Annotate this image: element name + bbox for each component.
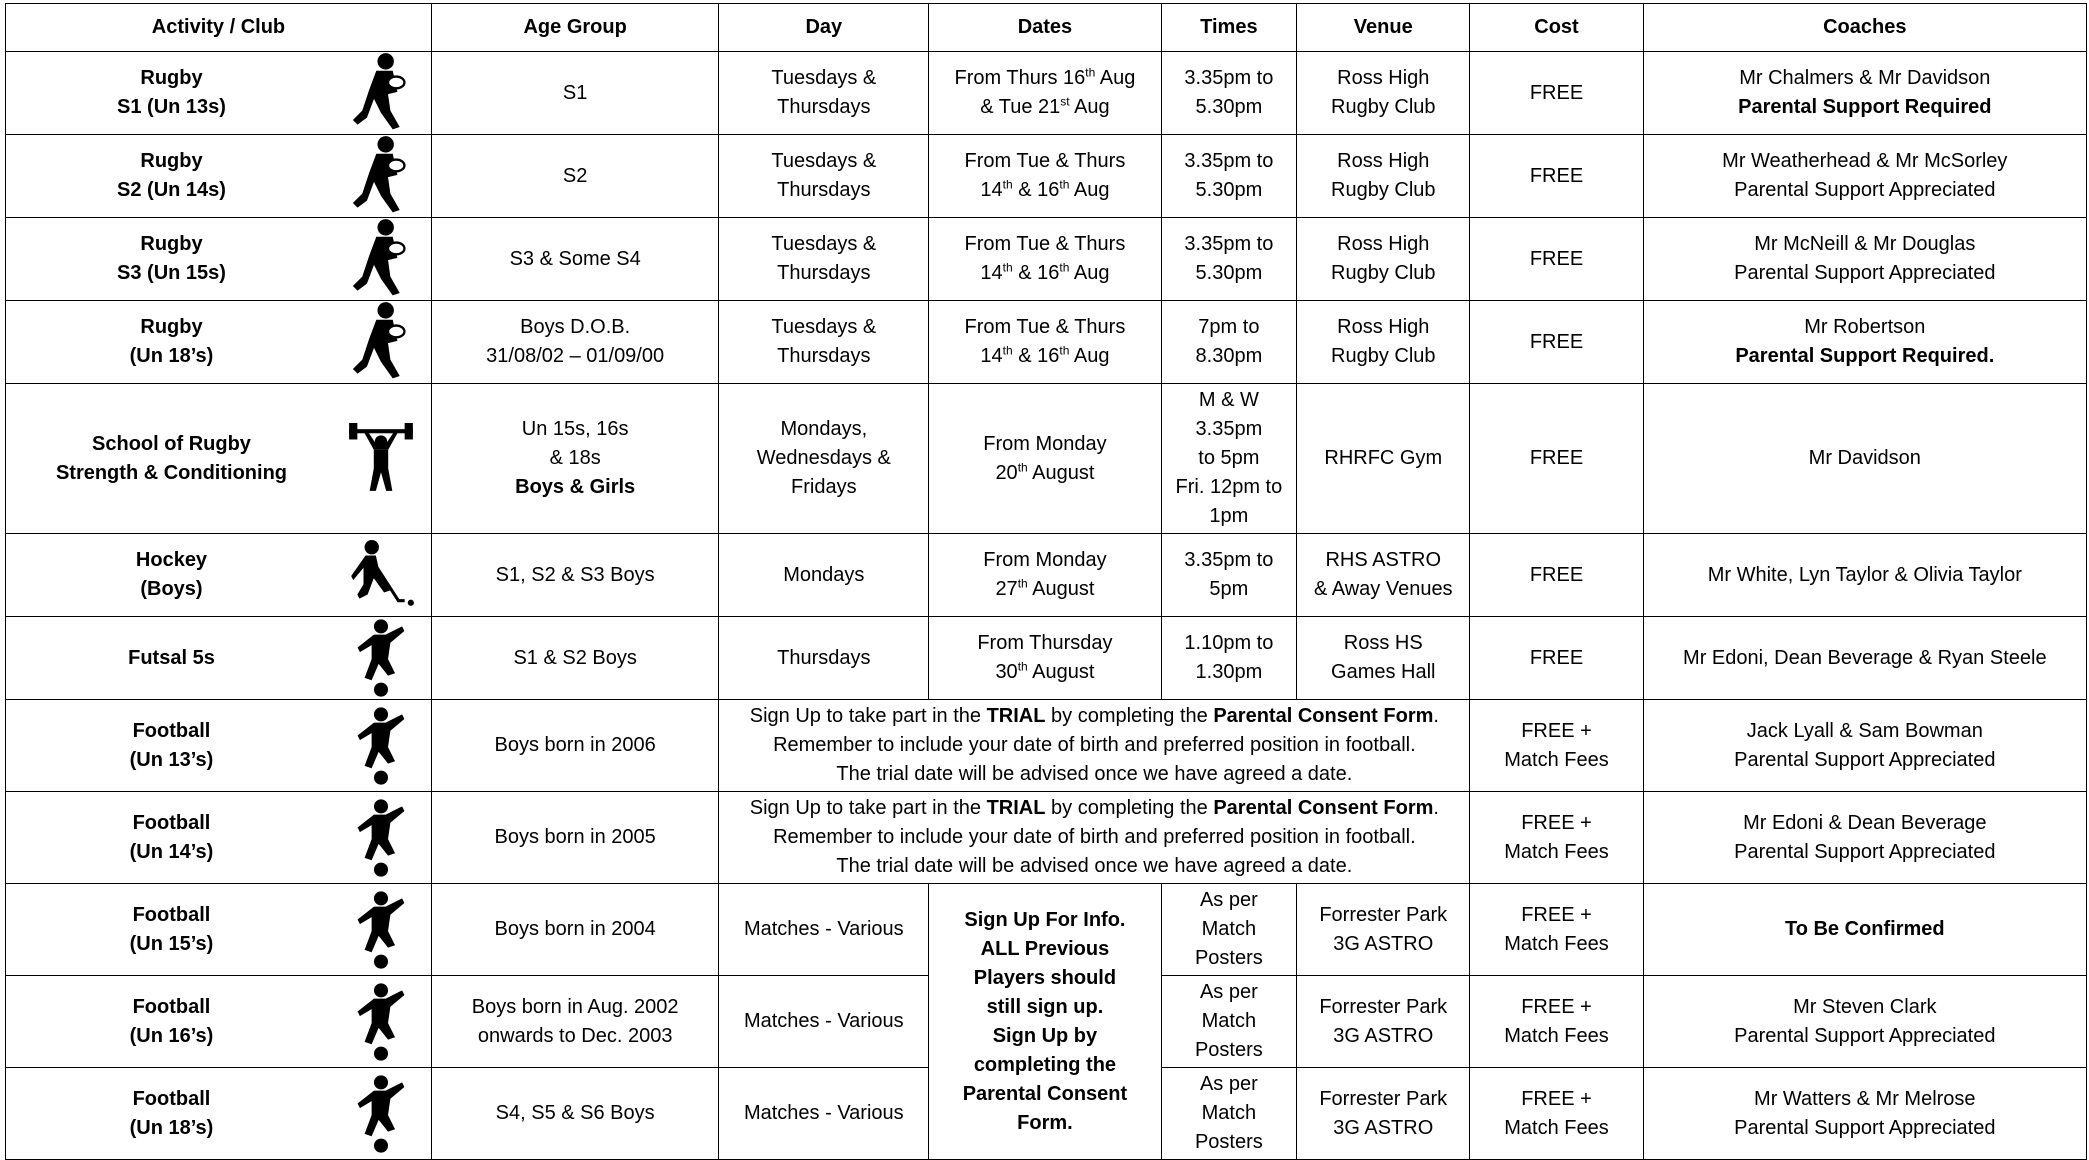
age-group-cell (431, 534, 718, 617)
age-group-cell-line: S3 & Some S4 (509, 247, 641, 270)
header-row (6, 4, 2087, 52)
dates-line: 14th & 16th Aug (980, 260, 1110, 284)
trial-info-cell (719, 700, 1470, 792)
signup-info-line: still sign up. (986, 995, 1104, 1018)
coaches-cell-line: Parental Support Appreciated (1734, 179, 1996, 201)
signup-info-line: completing the (973, 1053, 1117, 1076)
venue-cell-line: Forrester Park (1319, 903, 1448, 926)
times-cell-line: 7pm to (1198, 316, 1260, 338)
trial-info-line: The trial date will be advised once we have agreed a date. (836, 763, 1353, 785)
activity-name (6, 809, 331, 867)
activity-name-line: S3 (Un 15s) (117, 262, 226, 284)
table-row (6, 700, 2087, 792)
activity-cell (6, 301, 432, 384)
trial-info-line: Remember to include your date of birth and preferred position in football. (773, 826, 1416, 848)
age-group-cell-line: Boys born in 2004 (494, 918, 656, 940)
signup-info-line: Players should (973, 966, 1117, 989)
age-group-cell (431, 700, 718, 792)
activity-name-line: Futsal 5s (128, 646, 215, 669)
times-cell-line: Match Posters (1194, 918, 1263, 969)
activity-name-line: S1 (Un 13s) (117, 96, 226, 118)
age-group-cell-line: 31/08/02 – 01/09/00 (486, 345, 665, 367)
age-group-cell (431, 617, 718, 700)
cost-cell-line: FREE + (1521, 995, 1592, 1018)
activities-table (5, 3, 2087, 1160)
age-group-cell-line: S1 (562, 81, 588, 104)
age-group-cell (431, 1068, 718, 1160)
dates-cell (929, 534, 1161, 617)
coaches-cell-line: Mr Chalmers & Mr Davidson (1739, 67, 1991, 89)
day-cell (719, 976, 929, 1068)
activity-name-line: (Un 14’s) (129, 840, 214, 863)
day-cell (719, 384, 929, 534)
cost-cell (1470, 384, 1643, 534)
cost-cell (1470, 135, 1643, 218)
table-row (6, 792, 2087, 884)
dates-line: 30th August (995, 659, 1095, 683)
activity-name-line: (Un 16’s) (129, 1024, 214, 1047)
times-cell-line: As per (1199, 981, 1258, 1003)
cost-cell (1470, 1068, 1643, 1160)
venue-cell (1297, 617, 1470, 700)
times-cell-line: 5.30pm (1195, 179, 1263, 201)
venue-cell (1297, 884, 1470, 976)
dates-cell (929, 52, 1161, 135)
times-cell-line: 5.30pm (1195, 262, 1263, 284)
activity-name-line: Rugby (140, 150, 203, 172)
header-cost: Cost (1470, 4, 1643, 52)
activity-name (6, 430, 331, 488)
coaches-cell (1643, 218, 2086, 301)
age-group-cell-line: S4, S5 & S6 Boys (495, 1102, 655, 1124)
cost-cell (1470, 884, 1643, 976)
activity-name-line: Football (132, 811, 211, 834)
dates-line: 20th August (995, 459, 1095, 484)
coaches-cell-line: Parental Support Appreciated (1734, 840, 1996, 863)
table-row (6, 218, 2087, 301)
trial-info-line: The trial date will be advised once we have agreed a date. (836, 855, 1353, 877)
activity-name-line: Football (132, 903, 211, 926)
day-cell-line: Thursdays (777, 262, 871, 284)
activity-name-line: Hockey (135, 549, 208, 571)
age-group-cell (431, 884, 718, 976)
coaches-cell-line: Mr Edoni & Dean Beverage (1743, 811, 1987, 834)
cost-cell (1470, 700, 1643, 792)
day-cell-line: Matches - Various (743, 918, 904, 940)
day-cell-line: Mondays (783, 563, 865, 586)
activity-name-line: Football (132, 995, 211, 1018)
times-cell-line: M & W 3.35pm (1195, 389, 1263, 440)
rugby-player-icon (331, 301, 431, 383)
coaches-cell-line: Mr Davidson (1808, 447, 1921, 469)
activity-name (6, 546, 331, 604)
venue-cell-line: Ross High (1337, 67, 1430, 89)
times-cell-line: 1.10pm to (1184, 632, 1274, 654)
cost-cell-line: FREE (1529, 247, 1584, 270)
coaches-cell (1643, 52, 2086, 135)
times-cell (1161, 135, 1297, 218)
venue-cell (1297, 135, 1470, 218)
venue-cell (1297, 384, 1470, 534)
day-cell (719, 617, 929, 700)
activity-name-line: (Boys) (140, 578, 203, 600)
table-row (6, 135, 2087, 218)
coaches-cell-line: Parental Support Required (1738, 96, 1992, 118)
activity-name-line: Strength & Conditioning (55, 461, 288, 484)
day-cell (719, 218, 929, 301)
coaches-cell-line: Mr Steven Clark (1793, 995, 1937, 1018)
cost-cell (1470, 534, 1643, 617)
activity-name (6, 901, 331, 959)
age-group-cell-line: onwards to Dec. 2003 (477, 1024, 673, 1047)
header-coaches: Coaches (1643, 4, 2086, 52)
activity-cell (6, 384, 432, 534)
times-cell (1161, 384, 1297, 534)
venue-cell-line: 3G ASTRO (1333, 1024, 1434, 1047)
activity-cell (6, 976, 432, 1068)
dates-line: From Tue & Thurs (964, 316, 1126, 338)
header-venue: Venue (1297, 4, 1470, 52)
times-cell-line: As per (1199, 1073, 1258, 1095)
activity-cell (6, 617, 432, 700)
times-cell (1161, 218, 1297, 301)
coaches-cell-line: Mr Weatherhead & Mr McSorley (1722, 150, 2008, 172)
rugby-player-icon (331, 135, 431, 217)
activity-name (6, 993, 331, 1051)
day-cell-line: Mondays, (780, 418, 868, 440)
age-group-cell (431, 135, 718, 218)
age-group-cell (431, 218, 718, 301)
header-activity: Activity / Club (6, 4, 432, 52)
coaches-cell-line: Mr Watters & Mr Melrose (1754, 1087, 1976, 1110)
venue-cell-line: Forrester Park (1319, 1087, 1448, 1110)
coaches-cell (1643, 976, 2086, 1068)
football-player-icon (331, 792, 431, 883)
times-cell-line: As per (1199, 889, 1258, 911)
header-day: Day (719, 4, 929, 52)
activity-name-line: Rugby (140, 316, 203, 338)
venue-cell-line: RHRFC Gym (1324, 447, 1443, 469)
cost-cell (1470, 617, 1643, 700)
activity-name-line: Football (132, 1087, 211, 1110)
activity-cell (6, 1068, 432, 1160)
cost-cell-line: FREE (1529, 330, 1584, 353)
coaches-cell-line: To Be Confirmed (1784, 918, 1945, 940)
trial-info-line: Sign Up to take part in the TRIAL by completing the Parental Consent Form. (749, 797, 1439, 819)
dates-cell (929, 384, 1161, 534)
activity-name-line: (Un 18’s) (129, 1116, 214, 1139)
header-dates: Dates (929, 4, 1161, 52)
day-cell-line: Wednesdays & (756, 447, 891, 469)
dates-cell (929, 218, 1161, 301)
activity-name-line: Rugby (140, 67, 203, 89)
signup-info-line: Parental Consent (962, 1082, 1128, 1105)
table-row (6, 534, 2087, 617)
day-cell-line: Thursdays (777, 179, 871, 201)
table-row (6, 617, 2087, 700)
football-player-icon (331, 1068, 431, 1159)
day-cell-line: Tuesdays & (771, 233, 877, 255)
header-times: Times (1161, 4, 1297, 52)
times-cell-line: 3.35pm to (1184, 233, 1274, 255)
venue-cell-line: Rugby Club (1331, 262, 1436, 284)
venue-cell-line: Rugby Club (1331, 179, 1436, 201)
coaches-cell-line: Parental Support Appreciated (1734, 262, 1996, 284)
day-cell-line: Thursdays (777, 96, 871, 118)
dates-line: From Monday (983, 549, 1107, 571)
age-group-cell-line: Boys D.O.B. (520, 316, 631, 338)
table-row (6, 384, 2087, 534)
times-cell-line: 5pm (1209, 578, 1249, 600)
activity-name-line: School of Rugby (92, 432, 251, 455)
coaches-cell-line: Parental Support Appreciated (1734, 1024, 1996, 1047)
cost-cell-line: FREE (1529, 646, 1584, 669)
cost-cell (1470, 52, 1643, 135)
cost-cell-line: FREE + (1521, 1087, 1592, 1110)
activity-cell (6, 135, 432, 218)
signup-info-line: Sign Up For Info. (964, 908, 1126, 931)
venue-cell (1297, 1068, 1470, 1160)
activity-name-line: (Un 18’s) (129, 345, 214, 367)
times-cell-line: to 5pm (1198, 447, 1260, 469)
rugby-player-icon (331, 52, 431, 134)
dates-line: 14th & 16th Aug (980, 343, 1110, 367)
cost-cell-line: FREE (1529, 563, 1584, 586)
age-group-cell (431, 384, 718, 534)
day-cell-line: Thursdays (777, 345, 871, 367)
cost-cell-line: FREE + (1521, 811, 1592, 834)
activity-cell (6, 700, 432, 792)
venue-cell-line: 3G ASTRO (1333, 932, 1434, 955)
times-cell-line: 1pm (1209, 505, 1249, 527)
times-cell-line: 5.30pm (1195, 96, 1263, 118)
table-row (6, 301, 2087, 384)
age-group-cell-line: S1 & S2 Boys (513, 646, 637, 669)
times-cell (1161, 52, 1297, 135)
trial-info-line: Remember to include your date of birth and preferred position in football. (773, 734, 1416, 756)
coaches-cell-line: Parental Support Appreciated (1734, 1116, 1996, 1139)
activity-name (6, 717, 331, 775)
venue-cell-line: Ross HS (1343, 632, 1423, 654)
coaches-cell-line: Mr White, Lyn Taylor & Olivia Taylor (1707, 563, 2022, 586)
coaches-cell (1643, 1068, 2086, 1160)
rugby-player-icon (331, 218, 431, 300)
cost-cell-line: Match Fees (1504, 840, 1609, 863)
coaches-cell (1643, 884, 2086, 976)
football-player-icon (331, 617, 431, 699)
age-group-cell-line: Boys born in Aug. 2002 (471, 995, 679, 1018)
weightlifter-icon (331, 384, 431, 533)
signup-info-line: Sign Up by (992, 1024, 1098, 1047)
times-cell (1161, 301, 1297, 384)
venue-cell-line: Ross High (1337, 233, 1430, 255)
coaches-cell-line: Mr Robertson (1804, 316, 1926, 338)
coaches-cell-line: Jack Lyall & Sam Bowman (1746, 719, 1983, 742)
age-group-cell (431, 301, 718, 384)
signup-info-line: Form. (1017, 1111, 1073, 1134)
day-cell-line: Tuesdays & (771, 316, 877, 338)
activity-cell (6, 792, 432, 884)
coaches-cell (1643, 534, 2086, 617)
activity-name-line: S2 (Un 14s) (117, 179, 226, 201)
activity-name-line: Rugby (140, 233, 203, 255)
coaches-cell (1643, 617, 2086, 700)
times-cell-line: 3.35pm to (1184, 150, 1274, 172)
day-cell-line: Tuesdays & (771, 150, 877, 172)
trial-info-line: Sign Up to take part in the TRIAL by completing the Parental Consent Form. (749, 705, 1439, 727)
cost-cell-line: FREE (1529, 81, 1584, 104)
age-group-cell-line: & 18s (549, 447, 601, 469)
activity-cell (6, 218, 432, 301)
times-cell-line: 3.35pm to (1184, 67, 1274, 89)
coaches-cell (1643, 384, 2086, 534)
cost-cell (1470, 792, 1643, 884)
dates-line: From Tue & Thurs (964, 150, 1126, 172)
football-player-icon (331, 884, 431, 975)
times-cell-line: Fri. 12pm to (1175, 476, 1283, 498)
activity-name-line: (Un 15’s) (129, 932, 214, 955)
venue-cell-line: Ross High (1337, 316, 1430, 338)
times-cell (1161, 976, 1297, 1068)
dates-cell (929, 301, 1161, 384)
activity-name (6, 313, 331, 371)
cost-cell-line: Match Fees (1504, 1024, 1609, 1047)
venue-cell (1297, 218, 1470, 301)
day-cell-line: Thursdays (777, 646, 871, 669)
activity-cell (6, 52, 432, 135)
signup-info-line: ALL Previous (980, 937, 1110, 960)
venue-cell-line: & Away Venues (1313, 578, 1453, 600)
activity-name (6, 147, 331, 205)
age-group-cell (431, 792, 718, 884)
cost-cell-line: FREE (1529, 164, 1584, 187)
activity-cell (6, 884, 432, 976)
signup-info-cell (929, 884, 1161, 1160)
venue-cell (1297, 534, 1470, 617)
dates-line: & Tue 21st Aug (980, 94, 1110, 118)
cost-cell (1470, 218, 1643, 301)
cost-cell-line: Match Fees (1504, 932, 1609, 955)
age-group-cell-line: Un 15s, 16s (521, 418, 629, 440)
cost-cell-line: Match Fees (1504, 748, 1609, 771)
age-group-cell (431, 976, 718, 1068)
day-cell-line: Matches - Various (743, 1010, 904, 1032)
dates-line: From Thurs 16th Aug (954, 65, 1136, 89)
day-cell (719, 534, 929, 617)
dates-line: 27th August (995, 576, 1095, 600)
age-group-cell-line: Boys born in 2006 (494, 734, 656, 756)
venue-cell (1297, 52, 1470, 135)
football-player-icon (331, 976, 431, 1067)
times-cell (1161, 884, 1297, 976)
age-group-cell-line: Boys born in 2005 (494, 826, 656, 848)
day-cell-line: Fridays (791, 476, 857, 498)
venue-cell-line: 3G ASTRO (1333, 1116, 1434, 1139)
coaches-cell (1643, 700, 2086, 792)
coaches-cell (1643, 301, 2086, 384)
venue-cell-line: Rugby Club (1331, 345, 1436, 367)
day-cell (719, 135, 929, 218)
activity-name-line: (Un 13’s) (129, 748, 214, 771)
cost-cell-line: Match Fees (1504, 1116, 1609, 1139)
coaches-cell (1643, 792, 2086, 884)
day-cell-line: Tuesdays & (771, 67, 877, 89)
coaches-cell-line: Mr McNeill & Mr Douglas (1754, 233, 1976, 255)
cost-cell-line: FREE (1529, 447, 1584, 469)
cost-cell-line: FREE + (1521, 719, 1592, 742)
activity-name (6, 644, 331, 673)
age-group-cell-line: S1, S2 & S3 Boys (495, 563, 655, 586)
venue-cell (1297, 301, 1470, 384)
day-cell (719, 1068, 929, 1160)
times-cell-line: Match Posters (1194, 1102, 1263, 1153)
venue-cell-line: Games Hall (1331, 661, 1436, 683)
venue-cell-line: Forrester Park (1319, 995, 1448, 1018)
activity-name (6, 230, 331, 288)
venue-cell-line: Ross High (1337, 150, 1430, 172)
activity-name (6, 64, 331, 122)
table-row (6, 884, 2087, 976)
times-cell (1161, 617, 1297, 700)
times-cell (1161, 1068, 1297, 1160)
dates-line: 14th & 16th Aug (980, 177, 1110, 201)
times-cell-line: 8.30pm (1195, 345, 1263, 367)
coaches-cell-line: Parental Support Appreciated (1734, 748, 1996, 771)
age-group-cell (431, 52, 718, 135)
dates-cell (929, 617, 1161, 700)
hockey-player-icon (331, 534, 431, 616)
day-cell-line: Matches - Various (743, 1102, 904, 1124)
cost-cell-line: FREE + (1521, 903, 1592, 926)
day-cell (719, 52, 929, 135)
times-cell-line: 3.35pm to (1184, 549, 1274, 571)
activity-name (6, 1085, 331, 1143)
coaches-cell-line: Mr Edoni, Dean Beverage & Ryan Steele (1683, 646, 2047, 669)
header-age-group: Age Group (431, 4, 718, 52)
dates-cell (929, 135, 1161, 218)
dates-line: From Thursday (977, 632, 1113, 654)
cost-cell (1470, 976, 1643, 1068)
day-cell (719, 884, 929, 976)
dates-line: From Tue & Thurs (964, 233, 1126, 255)
dates-line: From Monday (983, 432, 1107, 455)
age-group-cell-line: Boys & Girls (515, 476, 636, 498)
coaches-cell-line: Parental Support Required. (1735, 345, 1995, 367)
cost-cell (1470, 301, 1643, 384)
activity-name-line: Football (132, 719, 211, 742)
football-player-icon (331, 700, 431, 791)
table-row (6, 52, 2087, 135)
venue-cell-line: RHS ASTRO (1325, 549, 1442, 571)
times-cell-line: Match Posters (1194, 1010, 1263, 1061)
trial-info-cell (719, 792, 1470, 884)
venue-cell-line: Rugby Club (1331, 96, 1436, 118)
day-cell (719, 301, 929, 384)
times-cell-line: 1.30pm (1195, 661, 1263, 683)
venue-cell (1297, 976, 1470, 1068)
coaches-cell (1643, 135, 2086, 218)
times-cell (1161, 534, 1297, 617)
activity-cell (6, 534, 432, 617)
age-group-cell-line: S2 (562, 164, 588, 187)
